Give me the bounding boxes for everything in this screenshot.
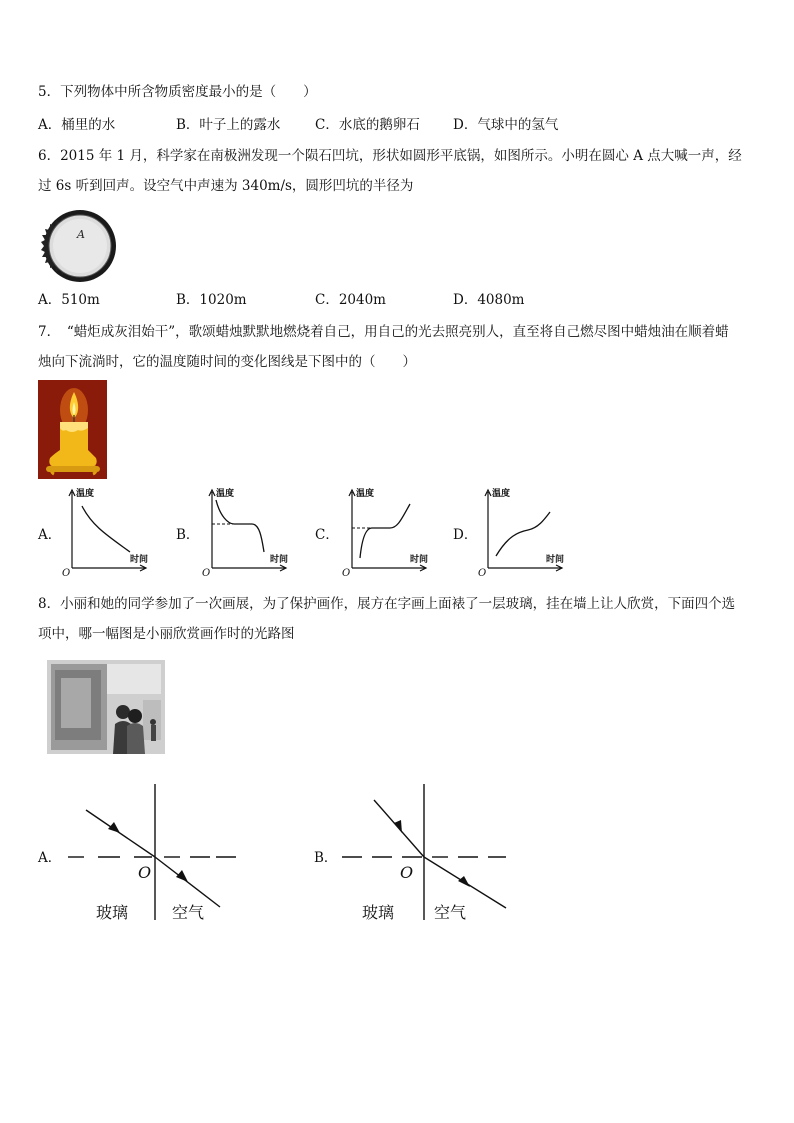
q6-option-b: B．1020m — [176, 292, 247, 308]
q5-option-d: D．气球中的氢气 — [453, 117, 559, 133]
q8-b-point-label: O — [400, 863, 414, 882]
q8-option-a-label: A． — [38, 850, 62, 866]
q8-diagram-a — [64, 780, 264, 930]
q7-stem-line2: 烛向下流淌时，它的温度随时间的变化图线是下图中的（ ） — [38, 354, 416, 370]
q7-option-b-label: B． — [176, 527, 200, 543]
q8-option-b-label: B． — [314, 850, 338, 866]
q7-graph-a-ylabel: 温度 — [76, 489, 95, 499]
candle-photo — [38, 380, 107, 479]
q7-graph-a-xlabel: 时间 — [130, 555, 149, 565]
q7-graph-b-xlabel: 时间 — [270, 555, 289, 565]
q8-stem-line2: 项中，哪一幅图是小丽欣赏画作时的光路图 — [38, 626, 295, 642]
q8-b-left-medium: 玻璃 — [362, 903, 395, 922]
q7-graph-d — [476, 486, 576, 579]
q7-graph-b-origin: O — [202, 568, 211, 579]
q8-a-point-label: O — [138, 863, 152, 882]
crater-figure — [40, 206, 120, 286]
q7-option-a-label: A． — [38, 527, 62, 543]
q8-diagram-b — [338, 780, 538, 930]
q6-stem-line1: 6．2015 年 1 月，科学家在南极洲发现一个陨石凹坑，形状如圆形平底锅，如图所示。小明在圆心 A 点大喊一声，经 — [38, 148, 742, 164]
gallery-photo — [47, 660, 165, 754]
q6-option-a: A．510m — [38, 292, 100, 308]
q7-graph-c-xlabel: 时间 — [410, 555, 429, 565]
q7-graph-c — [340, 486, 440, 579]
q5-option-c: C．水底的鹅卵石 — [315, 117, 420, 133]
q6-option-c: C．2040m — [315, 292, 386, 308]
q7-graph-a-origin: O — [62, 568, 71, 579]
q7-graph-d-origin: O — [478, 568, 487, 579]
q7-option-c-label: C． — [315, 527, 339, 543]
q7-stem-line1: 7． “蜡炬成灰泪始干”，歌颂蜡烛默默地燃烧着自己，用自己的光去照亮别人，直至将自己燃尽图中蜡烛油在顺着蜡 — [38, 324, 729, 340]
q7-graph-d-ylabel: 温度 — [492, 489, 511, 499]
q5-option-a: A．桶里的水 — [38, 117, 116, 133]
crater-center-label: A — [77, 228, 85, 241]
q8-stem-line1: 8．小丽和她的同学参加了一次画展，为了保护画作，展方在字画上面裱了一层玻璃，挂在墙上让人欣赏，下面四个选 — [38, 596, 736, 612]
q5-option-b: B．叶子上的露水 — [176, 117, 281, 133]
q6-stem-line2: 过 6s 听到回声。设空气中声速为 340m/s，圆形凹坑的半径为 — [38, 178, 414, 194]
q6-option-d: D．4080m — [453, 292, 525, 308]
q7-graph-a — [60, 486, 160, 579]
q7-graph-d-xlabel: 时间 — [546, 555, 565, 565]
q8-a-left-medium: 玻璃 — [96, 903, 129, 922]
q8-a-right-medium: 空气 — [172, 903, 205, 922]
q7-graph-c-ylabel: 温度 — [356, 489, 375, 499]
q7-graph-b — [200, 486, 300, 579]
crater-rim — [41, 210, 116, 282]
q8-b-right-medium: 空气 — [434, 903, 467, 922]
q7-graph-c-origin: O — [342, 568, 351, 579]
q5-stem: 5．下列物体中所含物质密度最小的是（ ） — [38, 84, 317, 100]
q7-option-d-label: D． — [453, 527, 478, 543]
q7-graph-b-ylabel: 温度 — [216, 489, 235, 499]
